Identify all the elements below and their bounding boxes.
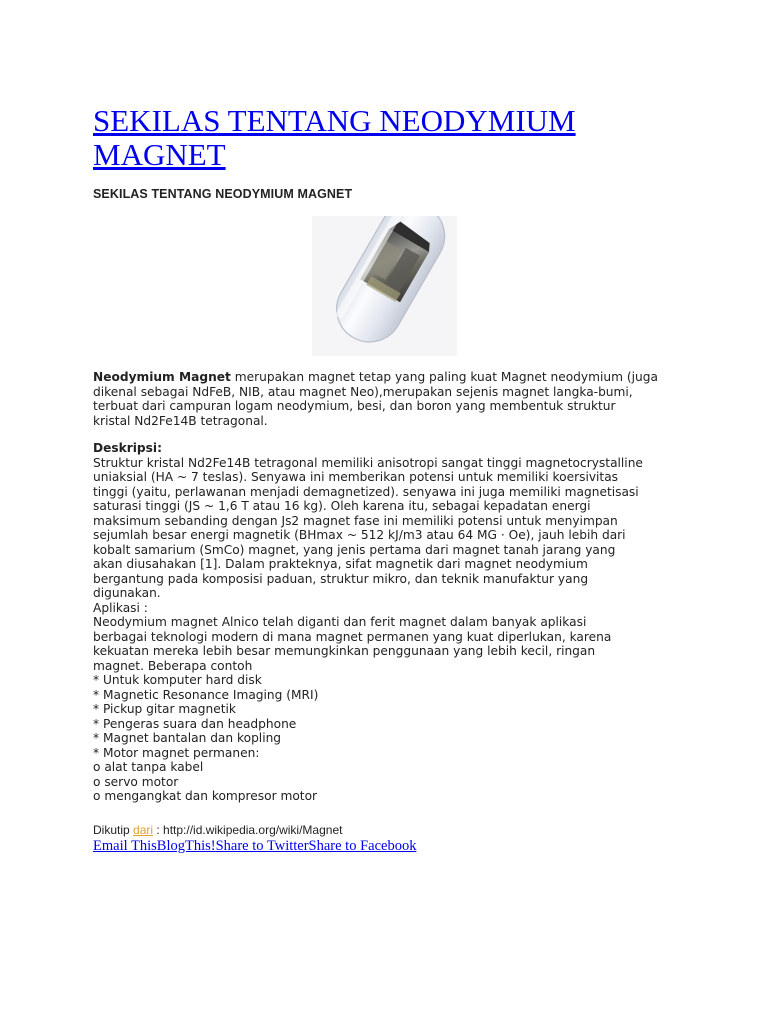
description-line: kobalt samarium (SmCo) magnet, yang jenis pertama dari magnet tanah jarang yang [93,542,616,557]
intro-paragraph [93,370,693,428]
list-item: * Motor magnet permanen: [93,745,260,760]
applications-line: kekuatan mereka lebih besar memungkinkan penggunaan yang lebih kecil, ringan [93,644,596,658]
list-item: * Magnet bantalan dan kopling [93,731,282,745]
description-line: maksimum sebanding dengan Js2 magnet fase ini memiliki potensi untuk menyimpan [93,513,618,528]
share-twitter-link[interactable]: Share to Twitter [215,838,309,854]
description-section [93,441,693,804]
list-item: * Pickup gitar magnetik [93,702,236,716]
source-prefix: Dikutip [93,823,134,837]
applications-line: magnet. Beberapa contoh [93,658,253,673]
intro-line: kristal Nd2Fe14B tetragonal. [93,413,268,428]
description-line: saturasi tinggi (JS ~ 1,6 T atau 16 kg). Oleh karena itu, sebagai kepadatan energi [93,499,591,513]
description-line: tinggi (yaitu, perlawanan menjadi demagnetized). senyawa ini juga memiliki magnetisasi [93,484,639,499]
description-line: sejumlah besar energi magnetik (BHmax ~ 512 kJ/m3 atau 64 MG · Oe), jauh lebih dari [93,528,626,542]
share-links [93,838,416,855]
list-item: * Pengeras suara dan headphone [93,716,297,731]
intro-bold-term: Neodymium Magnet [93,370,231,384]
email-this-link[interactable]: Email This [93,838,157,854]
intro-line [93,370,693,385]
article-subtitle: SEKILAS TENTANG NEODYMIUM MAGNET [93,187,353,201]
sub-list-item: o alat tanpa kabel [93,760,204,774]
intro-line: terbuat dari campuran logam neodymium, besi, dan boron yang membentuk struktur [93,399,616,413]
source-link[interactable]: dari [133,823,154,837]
sub-list-item: o servo motor [93,774,179,789]
applications-line: Neodymium magnet Alnico telah diganti dan ferit magnet dalam banyak aplikasi [93,615,587,629]
blogthis-link[interactable]: BlogThis! [156,838,216,854]
intro-line-text: merupakan magnet tetap yang paling kuat Magnet neodymium (juga [230,370,658,384]
description-line: Struktur kristal Nd2Fe14B tetragonal memiliki anisotropi sangat tinggi magnetocrystalline [93,455,643,470]
list-item: * Untuk komputer hard disk [93,673,262,687]
sub-list-item: o mengangkat dan kompresor motor [93,789,318,803]
neodymium-vial-image [312,216,457,356]
share-facebook-link[interactable]: Share to Facebook [308,838,417,854]
article-title-link[interactable]: SEKILAS TENTANG NEODYMIUM MAGNET [93,103,576,172]
source-citation [93,823,342,837]
description-line: digunakan. [93,586,161,600]
description-line: uniaksial (HA ~ 7 teslas). Senyawa ini memberikan potensi untuk memiliki koersivitas [93,470,619,484]
source-url-text: : http://id.wikipedia.org/wiki/Magnet [153,823,343,837]
intro-line: dikenal sebagai NdFeB, NIB, atau magnet Neo),merupakan sejenis magnet langka-bumi, [93,384,633,399]
description-line: akan diusahakan [1]. Dalam prakteknya, sifat magnetik dari magnet neodymium [93,557,588,571]
list-item: * Magnetic Resonance Imaging (MRI) [93,687,319,702]
description-line: bergantung pada komposisi paduan, struktur mikro, dan teknik manufaktur yang [93,571,589,586]
applications-line: berbagai teknologi modern di mana magnet permanen yang kuat diperlukan, karena [93,629,612,644]
applications-heading: Aplikasi : [93,600,148,615]
description-heading: Deskripsi: [93,441,162,455]
